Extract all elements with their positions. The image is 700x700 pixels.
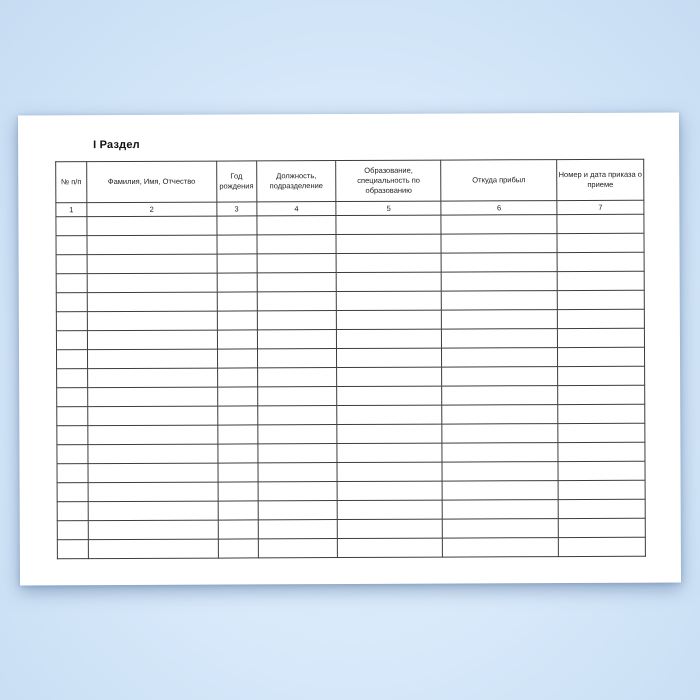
table-cell <box>87 235 217 255</box>
table-cell <box>56 312 87 331</box>
table-cell <box>217 311 257 330</box>
table-cell <box>337 348 442 367</box>
table-row <box>56 328 644 350</box>
table-cell <box>218 482 258 501</box>
table-cell <box>557 290 644 309</box>
table-cell <box>87 349 217 369</box>
table-cell <box>337 291 442 310</box>
table-cell <box>257 311 337 330</box>
table-cell <box>57 521 88 540</box>
table-cell <box>337 462 442 481</box>
table-cell <box>57 445 88 464</box>
table-cell <box>87 311 217 331</box>
table-row <box>57 347 645 369</box>
table-cell <box>336 234 441 253</box>
table-row <box>57 537 645 559</box>
table-row <box>57 461 645 483</box>
table-row <box>57 518 645 540</box>
table-cell <box>88 444 218 464</box>
table-cell <box>257 387 337 406</box>
table-cell <box>441 272 557 292</box>
table-row <box>57 385 645 407</box>
table-cell <box>57 369 88 388</box>
table-cell <box>337 272 442 291</box>
table-row <box>56 309 644 331</box>
header-cell: Фамилия, Имя, Отчество <box>87 161 217 203</box>
table-cell <box>337 329 442 348</box>
table-cell <box>558 366 645 385</box>
table-cell <box>337 386 442 405</box>
header-cell: Образование, специальность по образованию <box>336 160 441 201</box>
table-cell <box>442 405 558 425</box>
table-cell <box>442 443 558 463</box>
table-cell <box>441 253 557 273</box>
document-sheet <box>18 113 681 586</box>
column-number-cell: 6 <box>441 201 557 216</box>
table-cell <box>337 367 442 386</box>
table-cell <box>218 425 258 444</box>
table-cell <box>557 214 644 233</box>
table-cell <box>258 463 338 482</box>
table-cell <box>57 483 88 502</box>
table-cell <box>56 255 87 274</box>
table-cell <box>442 367 558 387</box>
table-cell <box>88 463 218 483</box>
table-cell <box>56 217 87 236</box>
table-cell <box>336 215 441 234</box>
table-cell <box>338 538 443 557</box>
table-cell <box>257 349 337 368</box>
table-cell <box>88 520 218 540</box>
table-cell <box>258 520 338 539</box>
table-cell <box>558 537 645 556</box>
table-cell <box>87 330 217 350</box>
table-cell <box>87 254 217 274</box>
table-cell <box>88 387 218 407</box>
table-cell <box>56 293 87 312</box>
table-cell <box>56 274 87 293</box>
table-cell <box>442 500 558 520</box>
table-cell <box>337 310 442 329</box>
table-cell <box>88 482 218 502</box>
table-cell <box>442 481 558 501</box>
table-cell <box>441 234 557 254</box>
table-cell <box>56 236 87 255</box>
table-cell <box>217 349 257 368</box>
table-row <box>56 214 644 236</box>
table-cell <box>338 500 443 519</box>
table-cell <box>57 388 88 407</box>
table-cell <box>442 462 558 482</box>
table-cell <box>88 501 218 521</box>
table-cell <box>337 424 442 443</box>
table-cell <box>558 442 645 461</box>
table-cell <box>217 406 257 425</box>
table-cell <box>558 347 645 366</box>
table-cell <box>258 444 338 463</box>
table-cell <box>57 502 88 521</box>
table-cell <box>558 480 645 499</box>
column-number-cell: 7 <box>557 200 644 214</box>
table-cell <box>57 407 88 426</box>
table-cell <box>218 463 258 482</box>
table-cell <box>217 254 257 273</box>
table-cell <box>258 539 338 558</box>
table-cell <box>257 330 337 349</box>
table-cell <box>558 461 645 480</box>
table-row <box>56 271 644 293</box>
table-cell <box>558 404 645 423</box>
table-cell <box>217 216 257 235</box>
table-cell <box>257 235 337 254</box>
table-cell <box>338 519 443 538</box>
table-cell <box>218 539 258 558</box>
section-title: I Раздел <box>93 138 140 152</box>
table-cell <box>558 518 645 537</box>
table-cell <box>57 464 88 483</box>
table-cell <box>338 481 443 500</box>
table-cell <box>442 310 558 330</box>
table-cell <box>218 520 258 539</box>
table-row <box>57 442 645 464</box>
table-cell <box>442 329 558 349</box>
table-row <box>57 404 645 426</box>
table-cell <box>557 233 644 252</box>
column-number-cell: 3 <box>217 202 257 216</box>
table-body <box>56 200 646 559</box>
table-header-row <box>56 159 644 203</box>
table-cell <box>443 538 559 558</box>
table-cell <box>257 292 337 311</box>
table-cell <box>557 271 644 290</box>
table-cell <box>218 444 258 463</box>
table-cell <box>217 292 257 311</box>
table-row <box>56 233 644 255</box>
table-cell <box>258 501 338 520</box>
table-cell <box>217 273 257 292</box>
table-cell <box>557 309 644 328</box>
table-cell <box>218 501 258 520</box>
table-row <box>56 252 644 274</box>
table-cell <box>337 253 442 272</box>
table-cell <box>88 425 218 445</box>
table-cell <box>217 368 257 387</box>
table-cell <box>557 252 644 271</box>
table-row <box>57 423 645 445</box>
header-cell: Должность, подразделение <box>256 161 336 202</box>
table-cell <box>88 539 218 559</box>
table-cell <box>441 215 557 235</box>
table-cell <box>442 291 558 311</box>
table-cell <box>57 350 88 369</box>
table-cell <box>337 443 442 462</box>
table-cell <box>87 292 217 312</box>
table-cell <box>558 385 645 404</box>
header-cell: Год рождения <box>216 161 256 202</box>
table-cell <box>88 368 218 388</box>
column-number-cell: 4 <box>256 202 336 216</box>
table-cell <box>442 348 558 368</box>
table-cell <box>87 216 217 236</box>
table-cell <box>257 254 337 273</box>
column-number-cell: 2 <box>87 202 217 217</box>
table-cell <box>257 368 337 387</box>
table-cell <box>217 235 257 254</box>
table-cell <box>337 405 442 424</box>
table-cell <box>57 426 88 445</box>
personnel-table <box>55 159 646 560</box>
table-cell <box>88 406 218 426</box>
table-cell <box>257 216 337 235</box>
table-cell <box>217 330 257 349</box>
header-cell: Номер и дата приказа о приеме <box>557 159 644 200</box>
column-number-cell: 5 <box>336 201 441 215</box>
table-cell <box>258 482 338 501</box>
table-cell <box>442 386 558 406</box>
table-cell <box>558 423 645 442</box>
table-cell <box>257 425 337 444</box>
header-cell: № п/п <box>56 162 87 203</box>
column-number-cell: 1 <box>56 203 87 217</box>
table-cell <box>217 387 257 406</box>
table-cell <box>558 499 645 518</box>
table-cell <box>443 519 559 539</box>
table-cell <box>56 331 87 350</box>
table-row <box>57 480 645 502</box>
header-cell: Откуда прибыл <box>441 160 557 202</box>
table-cell <box>257 406 337 425</box>
table-cell <box>57 540 88 559</box>
table-row <box>56 290 644 312</box>
table-row <box>57 499 645 521</box>
table-cell <box>442 424 558 444</box>
table-cell <box>557 328 644 347</box>
table-cell <box>257 273 337 292</box>
table-cell <box>87 273 217 293</box>
table-row <box>57 366 645 388</box>
